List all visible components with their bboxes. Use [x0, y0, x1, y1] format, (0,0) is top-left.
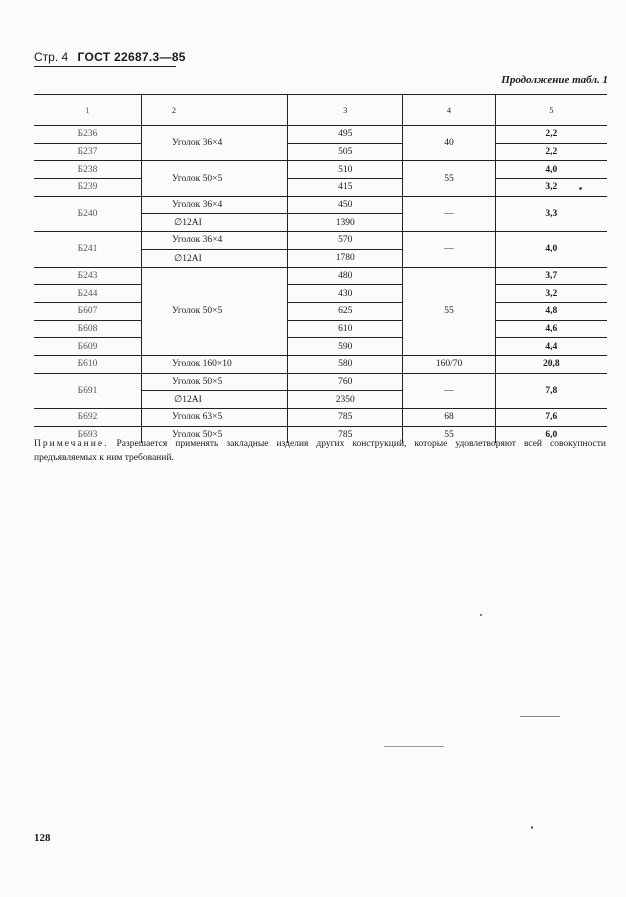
page-header — [34, 50, 186, 64]
cell-value-4: 55 — [403, 426, 495, 443]
cell-code: Б608 — [34, 320, 142, 338]
header-rule — [34, 66, 176, 67]
cell-value-5: 7,8 — [495, 373, 607, 408]
cell-value-3: 1780 — [288, 249, 403, 267]
cell-value-3: 610 — [288, 320, 403, 338]
cell-code: Б609 — [34, 338, 142, 356]
cell-code: Б244 — [34, 285, 142, 303]
column-header-5: 5 — [495, 95, 607, 126]
table-header-row — [34, 95, 607, 126]
table-row — [34, 338, 607, 356]
data-table — [34, 94, 607, 443]
scan-speck — [520, 716, 560, 717]
cell-value-5: 3,2 — [495, 179, 607, 197]
cell-profile: ∅12AI — [142, 214, 288, 232]
table-row — [34, 196, 607, 214]
table-row — [34, 161, 607, 179]
table-row — [34, 143, 607, 161]
cell-value-3: 495 — [288, 126, 403, 144]
cell-value-5: 6,0 — [495, 426, 607, 443]
cell-value-3: 625 — [288, 302, 403, 320]
cell-value-3: 450 — [288, 196, 403, 214]
page-label: Стр. 4 — [34, 50, 69, 64]
column-header-2: 2 — [142, 95, 288, 126]
cell-value-3: 590 — [288, 338, 403, 356]
cell-value-3: 505 — [288, 143, 403, 161]
cell-value-5: 7,6 — [495, 409, 607, 427]
cell-value-5: 4,6 — [495, 320, 607, 338]
cell-profile: Уголок 50×5 — [142, 267, 288, 355]
table-row — [34, 232, 607, 250]
cell-profile: ∅12AI — [142, 391, 288, 409]
cell-value-4: — — [403, 373, 495, 408]
cell-code: Б610 — [34, 355, 142, 373]
page-number: 128 — [34, 832, 51, 844]
cell-code: Б243 — [34, 267, 142, 285]
cell-value-4: — — [403, 196, 495, 231]
table-row — [34, 320, 607, 338]
cell-value-5: 4,0 — [495, 232, 607, 267]
cell-value-5: 2,2 — [495, 126, 607, 144]
cell-value-3: 1390 — [288, 214, 403, 232]
cell-value-3: 2350 — [288, 391, 403, 409]
cell-profile: Уголок 36×4 — [142, 126, 288, 161]
cell-value-5: 2,2 — [495, 143, 607, 161]
cell-value-3: 480 — [288, 267, 403, 285]
cell-value-4: — — [403, 232, 495, 267]
cell-profile: Уголок 50×5 — [142, 161, 288, 196]
table-row — [34, 285, 607, 303]
table-row — [34, 126, 607, 144]
note-label: Примечание. — [34, 439, 109, 449]
cell-profile: Уголок 50×5 — [142, 426, 288, 443]
cell-value-4: 40 — [403, 126, 495, 161]
cell-value-5: 20,8 — [495, 355, 607, 373]
cell-profile: ∅12AI — [142, 249, 288, 267]
column-header-3: 3 — [288, 95, 403, 126]
cell-value-3: 760 — [288, 373, 403, 391]
cell-value-5: 4,4 — [495, 338, 607, 356]
cell-code: Б239 — [34, 179, 142, 197]
cell-code: Б241 — [34, 232, 142, 267]
cell-code: Б237 — [34, 143, 142, 161]
cell-value-5: 3,7 — [495, 267, 607, 285]
cell-profile: Уголок 63×5 — [142, 409, 288, 427]
scan-speck — [531, 826, 533, 829]
cell-value-4: 160/70 — [403, 355, 495, 373]
cell-value-3: 785 — [288, 409, 403, 427]
cell-code: Б607 — [34, 302, 142, 320]
note-text: Разрешается применять закладные изделия других конструкций, которые удовлетворяют всей совокупности предъявляемых к ним требований. — [34, 439, 607, 463]
cell-value-4: 68 — [403, 409, 495, 427]
table-row — [34, 302, 607, 320]
scan-speck — [480, 614, 482, 616]
cell-value-5: 3,3 — [495, 196, 607, 231]
table-row — [34, 267, 607, 285]
table-row — [34, 409, 607, 427]
cell-value-3: 785 — [288, 426, 403, 443]
scan-speck — [579, 187, 582, 190]
cell-code: Б691 — [34, 373, 142, 408]
cell-profile: Уголок 160×10 — [142, 355, 288, 373]
cell-code: Б693 — [77, 430, 98, 441]
cell-value-5: 3,2 — [495, 285, 607, 303]
column-header-1: 1 — [34, 95, 142, 126]
cell-value-3: 510 — [288, 161, 403, 179]
table-row — [34, 355, 607, 373]
cell-code: Б236 — [34, 126, 142, 144]
cell-value-4: 55 — [403, 267, 495, 355]
cell-value-4: 55 — [403, 161, 495, 196]
cell-code: Б238 — [34, 161, 142, 179]
column-header-4: 4 — [403, 95, 495, 126]
cell-value-5: 4,0 — [495, 161, 607, 179]
cell-value-3: 415 — [288, 179, 403, 197]
cell-code: Б692 — [34, 409, 142, 427]
cell-value-3: 430 — [288, 285, 403, 303]
cell-code: Б240 — [34, 196, 142, 231]
table-continuation-caption: Продолжение табл. 1 — [501, 74, 608, 86]
cell-profile: Уголок 36×4 — [142, 196, 288, 214]
table-row — [34, 373, 607, 391]
cell-profile: Уголок 50×5 — [142, 373, 288, 391]
table-note — [34, 437, 606, 465]
cell-value-3: 580 — [288, 355, 403, 373]
cell-value-5: 4,8 — [495, 302, 607, 320]
standard-code: ГОСТ 22687.3—85 — [77, 50, 186, 64]
cell-profile: Уголок 36×4 — [142, 232, 288, 250]
cell-value-3: 570 — [288, 232, 403, 250]
table-row — [34, 179, 607, 197]
scan-speck — [384, 746, 444, 747]
